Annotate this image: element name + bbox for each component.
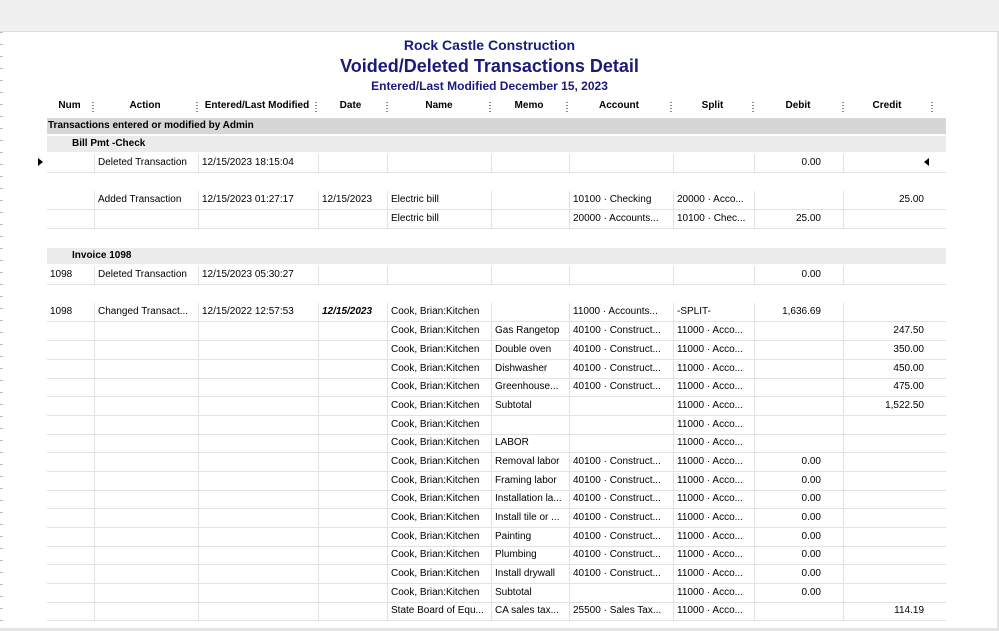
group-header-label: Invoice 1098: [72, 250, 132, 261]
cell-credit: [843, 154, 946, 172]
cell-account: [569, 154, 673, 172]
cell-action: [94, 565, 198, 583]
cell-name: Cook, Brian:Kitchen: [387, 322, 491, 340]
table-row[interactable]: [47, 416, 946, 435]
cell-credit: [843, 565, 946, 583]
group-header: [47, 136, 946, 152]
cell-name: Cook, Brian:Kitchen: [387, 472, 491, 490]
cell-action: [94, 397, 198, 415]
cell-date: [318, 565, 387, 583]
table-row[interactable]: [47, 154, 946, 173]
cell-entered: [198, 528, 318, 546]
cell-name: Cook, Brian:Kitchen: [387, 303, 491, 321]
column-resize-handle[interactable]: [842, 102, 844, 113]
cell-account: 40100 · Construct...: [569, 472, 673, 490]
cell-debit: [754, 434, 843, 452]
cell-debit: 0.00: [754, 490, 843, 508]
cell-debit: 0.00: [754, 266, 843, 284]
cell-memo: Painting: [491, 528, 569, 546]
cell-entered: [198, 360, 318, 378]
cell-split: 11000 · Acco...: [673, 416, 754, 434]
window-toolbar: [0, 0, 999, 32]
cell-account: 40100 · Construct...: [569, 341, 673, 359]
cell-date: [318, 397, 387, 415]
cell-account: 40100 · Construct...: [569, 360, 673, 378]
cell-entered: [198, 322, 318, 340]
column-resize-handle[interactable]: [931, 102, 933, 113]
cell-account: 40100 · Construct...: [569, 453, 673, 471]
cell-account: 10100 · Checking: [569, 191, 673, 209]
row-marker-right-icon: [38, 158, 43, 166]
cell-name: Cook, Brian:Kitchen: [387, 378, 491, 396]
cell-debit: 0.00: [754, 528, 843, 546]
table-row[interactable]: [47, 490, 946, 509]
cell-debit: 0.00: [754, 565, 843, 583]
cell-debit: [754, 602, 843, 620]
column-header-num[interactable]: Num: [58, 100, 81, 111]
cell-action: Changed Transact...: [94, 303, 198, 321]
cell-credit: [843, 266, 946, 284]
cell-entered: [198, 602, 318, 620]
cell-credit: [843, 416, 946, 434]
cell-date: [318, 472, 387, 490]
cell-account: 40100 · Construct...: [569, 528, 673, 546]
cell-debit: [754, 378, 843, 396]
cell-date: [318, 154, 387, 172]
cell-split: [673, 154, 754, 172]
cell-entered: [198, 341, 318, 359]
cell-action: [94, 322, 198, 340]
table-row[interactable]: [47, 453, 946, 472]
cell-name: Electric bill: [387, 210, 491, 228]
column-header-action[interactable]: Action: [129, 100, 161, 111]
cell-memo: Greenhouse...: [491, 378, 569, 396]
column-header-date[interactable]: Date: [339, 100, 362, 111]
cell-date: [318, 546, 387, 564]
cell-date: [318, 341, 387, 359]
cell-debit: [754, 416, 843, 434]
cell-name: [387, 154, 491, 172]
column-header-name[interactable]: Name: [425, 100, 453, 111]
cell-split: 11000 · Acco...: [673, 509, 754, 527]
cell-date: [318, 322, 387, 340]
cell-memo: Installation la...: [491, 490, 569, 508]
table-row[interactable]: [47, 322, 946, 341]
column-resize-handle[interactable]: [315, 102, 317, 113]
table-row[interactable]: [47, 341, 946, 360]
cell-entered: [198, 210, 318, 228]
table-row[interactable]: [47, 584, 946, 603]
cell-memo: [491, 266, 569, 284]
cell-account: 40100 · Construct...: [569, 378, 673, 396]
cell-date: [318, 584, 387, 602]
cell-credit: [843, 584, 946, 602]
cell-date: 12/15/2023: [318, 303, 387, 321]
cell-num: [47, 565, 94, 583]
table-row[interactable]: [47, 434, 946, 453]
cell-action: [94, 416, 198, 434]
table-row[interactable]: [47, 546, 946, 565]
table-row[interactable]: [47, 397, 946, 416]
cell-account: 20000 · Accounts...: [569, 210, 673, 228]
cell-credit: 475.00: [843, 378, 946, 396]
cell-entered: [198, 378, 318, 396]
cell-num: [47, 472, 94, 490]
cell-name: State Board of Equ...: [387, 602, 491, 620]
table-row[interactable]: [47, 210, 946, 229]
cell-memo: Plumbing: [491, 546, 569, 564]
cell-split: 11000 · Acco...: [673, 472, 754, 490]
cell-num: [47, 528, 94, 546]
cell-memo: [491, 154, 569, 172]
cell-action: [94, 360, 198, 378]
cell-credit: 247.50: [843, 322, 946, 340]
table-row[interactable]: [47, 472, 946, 491]
cell-date: [318, 416, 387, 434]
cell-memo: [491, 191, 569, 209]
cell-debit: 0.00: [754, 509, 843, 527]
cell-entered: [198, 565, 318, 583]
cell-debit: [754, 322, 843, 340]
cell-num: [47, 453, 94, 471]
cell-memo: [491, 416, 569, 434]
column-resize-handle[interactable]: [92, 102, 94, 113]
cell-debit: 1,636.69: [754, 303, 843, 321]
group-header-label: Bill Pmt -Check: [72, 138, 146, 149]
cell-action: Deleted Transaction: [94, 154, 198, 172]
cell-num: [47, 546, 94, 564]
cell-account: [569, 266, 673, 284]
cell-name: Cook, Brian:Kitchen: [387, 360, 491, 378]
cell-credit: [843, 210, 946, 228]
cell-split: 11000 · Acco...: [673, 322, 754, 340]
cell-name: [387, 266, 491, 284]
cell-split: 20000 · Acco...: [673, 191, 754, 209]
cell-credit: [843, 453, 946, 471]
cell-memo: Subtotal: [491, 584, 569, 602]
cell-num: [47, 360, 94, 378]
column-header-debit[interactable]: Debit: [785, 100, 811, 111]
cell-date: 12/15/2023: [318, 191, 387, 209]
cell-action: [94, 546, 198, 564]
cell-name: Cook, Brian:Kitchen: [387, 341, 491, 359]
cell-name: Electric bill: [387, 191, 491, 209]
cell-credit: [843, 546, 946, 564]
cell-entered: [198, 434, 318, 452]
cell-account: 40100 · Construct...: [569, 565, 673, 583]
cell-name: Cook, Brian:Kitchen: [387, 509, 491, 527]
table-row[interactable]: [47, 303, 946, 322]
cell-debit: [754, 360, 843, 378]
cell-split: 11000 · Acco...: [673, 378, 754, 396]
section-header-label: Transactions entered or modified by Admin: [48, 120, 254, 131]
cell-memo: Dishwasher: [491, 360, 569, 378]
cell-debit: [754, 397, 843, 415]
cell-debit: [754, 341, 843, 359]
cell-entered: [198, 397, 318, 415]
cell-split: [673, 266, 754, 284]
cell-entered: [198, 472, 318, 490]
column-resize-handle[interactable]: [386, 102, 388, 113]
cell-num: [47, 434, 94, 452]
table-row[interactable]: [47, 602, 946, 621]
cell-memo: Subtotal: [491, 397, 569, 415]
cell-date: [318, 210, 387, 228]
table-row[interactable]: [47, 266, 946, 285]
column-header-credit[interactable]: Credit: [872, 100, 902, 111]
column-header-account[interactable]: Account: [599, 100, 639, 111]
cell-credit: [843, 472, 946, 490]
cell-date: [318, 602, 387, 620]
cell-credit: [843, 434, 946, 452]
report-subtitle: Entered/Last Modified December 15, 2023: [371, 79, 608, 93]
cell-action: [94, 453, 198, 471]
column-resize-handle[interactable]: [489, 102, 491, 113]
cell-split: 11000 · Acco...: [673, 397, 754, 415]
cell-action: [94, 210, 198, 228]
cell-debit: 0.00: [754, 154, 843, 172]
cell-credit: [843, 509, 946, 527]
cell-credit: 114.19: [843, 602, 946, 620]
left-dotted-edge: [0, 32, 3, 631]
cell-action: [94, 378, 198, 396]
cell-credit: 25.00: [843, 191, 946, 209]
cell-debit: 0.00: [754, 472, 843, 490]
table-row[interactable]: [47, 360, 946, 379]
table-row[interactable]: [47, 528, 946, 547]
cell-entered: [198, 509, 318, 527]
cell-entered: [198, 546, 318, 564]
cell-num: 1098: [50, 269, 73, 280]
cell-account: [569, 584, 673, 602]
column-header-entered-last-modified[interactable]: Entered/Last Modified: [204, 100, 310, 111]
table-row[interactable]: [47, 509, 946, 528]
cell-entered: 12/15/2023 05:30:27: [198, 266, 318, 284]
column-header-memo[interactable]: Memo: [514, 100, 544, 111]
cell-action: [94, 341, 198, 359]
cell-num: [47, 509, 94, 527]
cell-memo: LABOR: [491, 434, 569, 452]
cell-name: Cook, Brian:Kitchen: [387, 584, 491, 602]
cell-account: 40100 · Construct...: [569, 546, 673, 564]
cell-name: Cook, Brian:Kitchen: [387, 453, 491, 471]
cell-num: [47, 191, 94, 209]
cell-action: [94, 472, 198, 490]
cell-split: 11000 · Acco...: [673, 490, 754, 508]
cell-memo: Framing labor: [491, 472, 569, 490]
cell-date: [318, 490, 387, 508]
cell-debit: 0.00: [754, 453, 843, 471]
cell-account: 40100 · Construct...: [569, 509, 673, 527]
cell-debit: 0.00: [754, 546, 843, 564]
cell-memo: [491, 303, 569, 321]
cell-num: [47, 341, 94, 359]
column-resize-handle[interactable]: [670, 102, 672, 113]
cell-account: 40100 · Construct...: [569, 490, 673, 508]
cell-credit: [843, 303, 946, 321]
cell-name: Cook, Brian:Kitchen: [387, 397, 491, 415]
cell-num: [47, 210, 94, 228]
cell-split: 10100 · Chec...: [673, 210, 754, 228]
cell-entered: 12/15/2022 12:57:53: [198, 303, 318, 321]
cell-num: [47, 416, 94, 434]
cell-name: Cook, Brian:Kitchen: [387, 416, 491, 434]
cell-memo: Removal labor: [491, 453, 569, 471]
column-resize-handle[interactable]: [752, 102, 754, 113]
company-name: Rock Castle Construction: [403, 37, 576, 53]
cell-memo: CA sales tax...: [491, 602, 569, 620]
cell-action: Deleted Transaction: [94, 266, 198, 284]
cell-action: [94, 509, 198, 527]
cell-name: Cook, Brian:Kitchen: [387, 565, 491, 583]
cell-split: -SPLIT-: [673, 303, 754, 321]
cell-num: [47, 397, 94, 415]
cell-num: [47, 490, 94, 508]
cell-credit: [843, 490, 946, 508]
cell-action: [94, 584, 198, 602]
cell-split: 11000 · Acco...: [673, 602, 754, 620]
cell-account: [569, 416, 673, 434]
cell-date: [318, 453, 387, 471]
cell-entered: 12/15/2023 01:27:17: [198, 191, 318, 209]
cell-memo: Install tile or ...: [491, 509, 569, 527]
cell-split: 11000 · Acco...: [673, 546, 754, 564]
cell-entered: [198, 453, 318, 471]
cell-name: Cook, Brian:Kitchen: [387, 546, 491, 564]
cell-split: 11000 · Acco...: [673, 360, 754, 378]
cell-account: 40100 · Construct...: [569, 322, 673, 340]
table-row[interactable]: [47, 191, 946, 210]
cell-action: [94, 434, 198, 452]
cell-action: [94, 490, 198, 508]
table-row[interactable]: [47, 565, 946, 584]
cell-date: [318, 266, 387, 284]
cell-memo: Install drywall: [491, 565, 569, 583]
cell-name: Cook, Brian:Kitchen: [387, 490, 491, 508]
cell-debit: 0.00: [754, 584, 843, 602]
cell-split: 11000 · Acco...: [673, 434, 754, 452]
cell-date: [318, 509, 387, 527]
row-marker-left-icon: [924, 158, 929, 166]
cell-memo: [491, 210, 569, 228]
cell-split: 11000 · Acco...: [673, 565, 754, 583]
report-title: Voided/Deleted Transactions Detail: [340, 56, 639, 76]
cell-account: [569, 434, 673, 452]
cell-entered: 12/15/2023 18:15:04: [198, 154, 318, 172]
cell-split: 11000 · Acco...: [673, 528, 754, 546]
cell-account: 25500 · Sales Tax...: [569, 602, 673, 620]
cell-entered: [198, 584, 318, 602]
table-row[interactable]: [47, 378, 946, 397]
cell-entered: [198, 490, 318, 508]
cell-num: [47, 584, 94, 602]
cell-action: [94, 528, 198, 546]
cell-credit: 450.00: [843, 360, 946, 378]
cell-memo: Double oven: [491, 341, 569, 359]
cell-credit: [843, 528, 946, 546]
cell-action: Added Transaction: [94, 191, 198, 209]
column-header-row: [47, 98, 946, 115]
column-header-split[interactable]: Split: [701, 100, 724, 111]
cell-split: 11000 · Acco...: [673, 584, 754, 602]
cell-date: [318, 528, 387, 546]
group-header: [47, 248, 946, 264]
section-header: [47, 118, 946, 134]
cell-entered: [198, 416, 318, 434]
cell-name: Cook, Brian:Kitchen: [387, 528, 491, 546]
cell-num: [47, 378, 94, 396]
cell-name: Cook, Brian:Kitchen: [387, 434, 491, 452]
cell-split: 11000 · Acco...: [673, 341, 754, 359]
cell-date: [318, 360, 387, 378]
cell-debit: 25.00: [754, 210, 843, 228]
cell-debit: [754, 191, 843, 209]
cell-account: [569, 397, 673, 415]
cell-account: 11000 · Accounts...: [569, 303, 673, 321]
cell-memo: Gas Rangetop: [491, 322, 569, 340]
cell-num: [47, 322, 94, 340]
cell-num: 1098: [50, 306, 73, 317]
cell-split: 11000 · Acco...: [673, 453, 754, 471]
cell-num: [47, 154, 94, 172]
cell-credit: 1,522.50: [843, 397, 946, 415]
column-resize-handle[interactable]: [196, 102, 198, 113]
column-resize-handle[interactable]: [566, 102, 568, 113]
cell-date: [318, 378, 387, 396]
cell-action: [94, 602, 198, 620]
cell-date: [318, 434, 387, 452]
cell-num: [47, 602, 94, 620]
cell-credit: 350.00: [843, 341, 946, 359]
